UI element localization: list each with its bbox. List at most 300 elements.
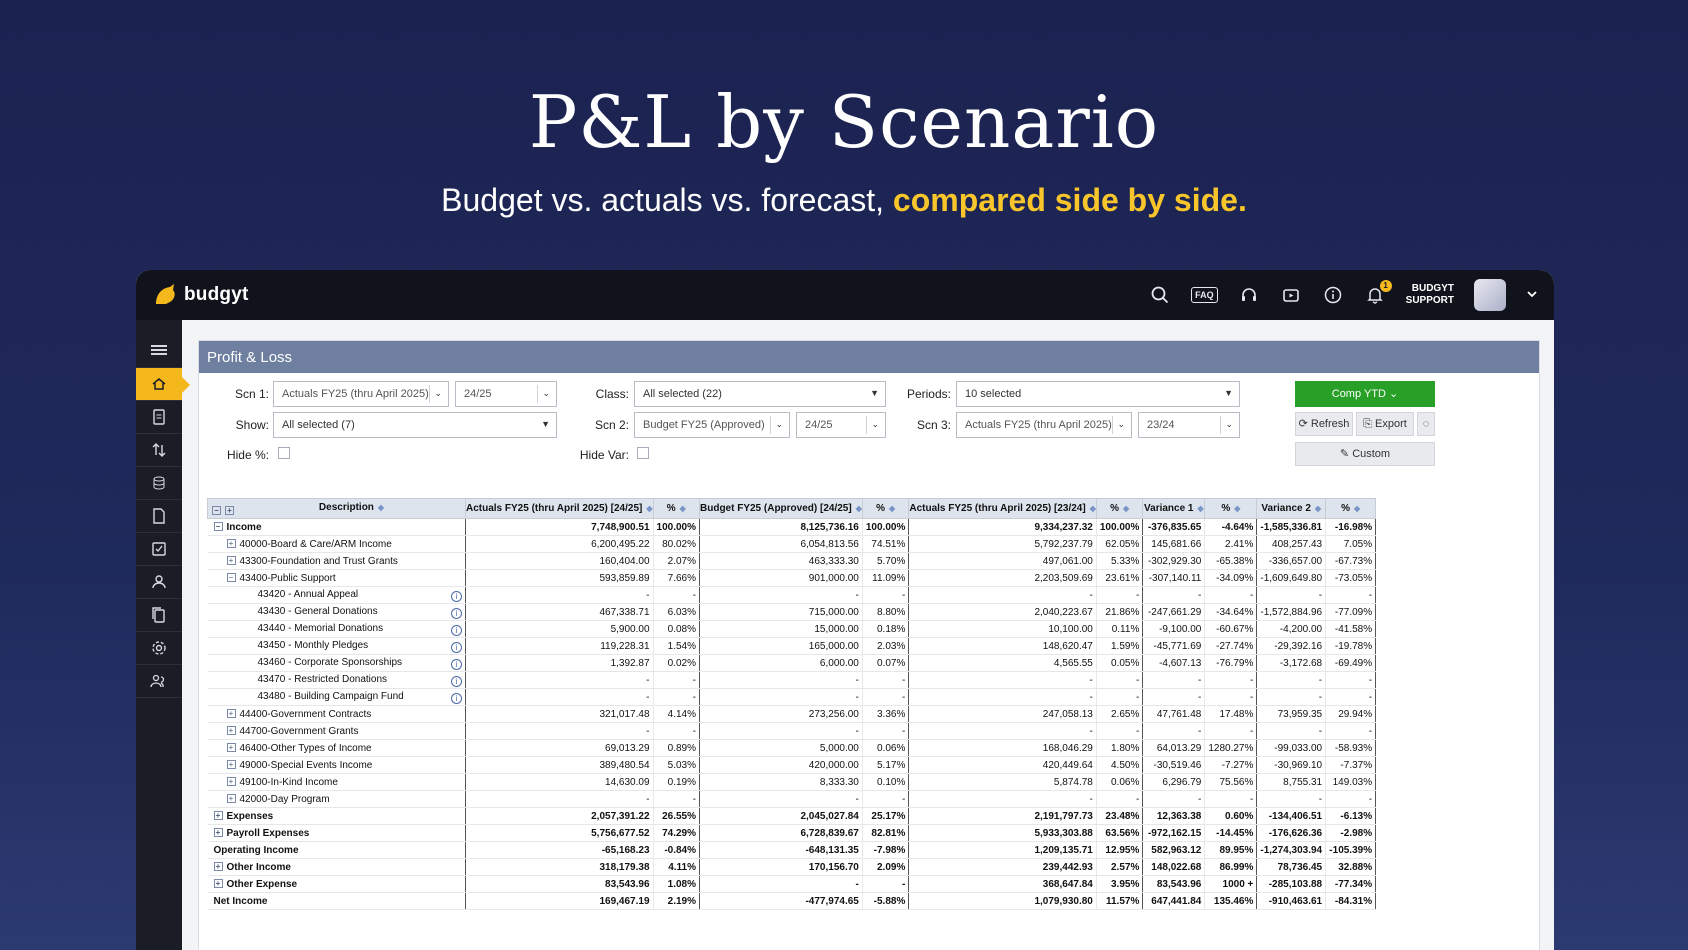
- search-icon[interactable]: [1149, 284, 1171, 306]
- table-cell: -27.74%: [1205, 638, 1257, 655]
- table-cell: -67.73%: [1326, 553, 1376, 570]
- table-cell: 69,013.29: [466, 740, 654, 757]
- table-cell: -: [1205, 791, 1257, 808]
- table-cell: 15,000.00: [700, 621, 863, 638]
- home-icon[interactable]: [136, 368, 182, 401]
- report-icon[interactable]: [136, 500, 182, 533]
- table-header-row: [208, 499, 1376, 519]
- table-cell: -: [653, 672, 699, 689]
- header-label: Budget FY25 (Approved) [24/25]: [700, 503, 852, 514]
- table-cell: 9,334,237.32: [909, 519, 1097, 536]
- table-cell: -: [700, 689, 863, 706]
- scn2-period-select[interactable]: [796, 412, 886, 438]
- video-icon[interactable]: [1280, 284, 1302, 306]
- col-header-variance-1[interactable]: Variance 1 ◆: [1143, 499, 1205, 519]
- table-cell: 1.08%: [653, 876, 699, 893]
- show-value: All selected (7): [282, 419, 355, 431]
- custom-label: Custom: [1352, 448, 1391, 460]
- row-label: 43470 - Restricted Donations: [257, 673, 388, 685]
- hero-title: P&L by Scenario: [528, 80, 1160, 164]
- header-label: %: [1110, 503, 1119, 514]
- row-label: 43450 - Monthly Pledges: [257, 639, 369, 651]
- row-description: [208, 621, 466, 638]
- table-row[interactable]: [208, 689, 1376, 706]
- table-cell: -41.58%: [1326, 621, 1376, 638]
- table-cell: 29.94%: [1326, 706, 1376, 723]
- table-cell: -: [1326, 689, 1376, 706]
- table-cell: 148,620.47: [909, 638, 1097, 655]
- table-cell: -: [653, 791, 699, 808]
- user-icon[interactable]: [136, 566, 182, 599]
- row-label: 43300-Foundation and Trust Grants: [239, 555, 398, 567]
- table-row[interactable]: [208, 757, 1376, 774]
- col-header-pct-3[interactable]: % ◆: [1096, 499, 1142, 519]
- header-label: Actuals FY25 (thru April 2025) [23/24]: [909, 503, 1086, 514]
- table-cell: -: [909, 672, 1097, 689]
- table-cell: 145,681.66: [1143, 536, 1205, 553]
- table-cell: 3.95%: [1096, 876, 1142, 893]
- table-cell: 0.07%: [862, 655, 908, 672]
- expand-icon[interactable]: +: [227, 777, 236, 786]
- table-cell: 160,404.00: [466, 553, 654, 570]
- collapse-all-icon[interactable]: −: [212, 506, 221, 515]
- table-row[interactable]: [208, 570, 1376, 587]
- header-label: %: [876, 503, 885, 514]
- table-cell: 273,256.00: [700, 706, 863, 723]
- col-header-actuals-2324[interactable]: Actuals FY25 (thru April 2025) [23/24] ◆: [909, 499, 1097, 519]
- table-cell: -247,661.29: [1143, 604, 1205, 621]
- hero-subtitle-plain: Budget vs. actuals vs. forecast,: [441, 182, 893, 218]
- export-icon: ⎘: [1363, 418, 1372, 430]
- table-cell: -14.45%: [1205, 825, 1257, 842]
- checklist-icon[interactable]: [136, 533, 182, 566]
- table-cell: 2.19%: [653, 893, 699, 910]
- expand-all-icon[interactable]: +: [225, 506, 234, 515]
- export-button[interactable]: [1356, 412, 1414, 436]
- row-description: [208, 672, 466, 689]
- table-cell: 318,179.38: [466, 859, 654, 876]
- chevron-down-icon: ⌄: [542, 388, 550, 398]
- periods-value: 10 selected: [965, 388, 1022, 400]
- hero-subtitle-highlight: compared side by side.: [892, 182, 1247, 218]
- table-cell: -1,585,336.81: [1257, 519, 1326, 536]
- table-cell: -4,200.00: [1257, 621, 1326, 638]
- avatar[interactable]: [1474, 279, 1506, 311]
- table-row[interactable]: [208, 859, 1376, 876]
- table-row[interactable]: [208, 604, 1376, 621]
- row-label: Other Income: [226, 861, 291, 873]
- table-cell: 2.03%: [862, 638, 908, 655]
- table-cell: -0.84%: [653, 842, 699, 859]
- table-cell: 7.66%: [653, 570, 699, 587]
- table-cell: 83,543.96: [466, 876, 654, 893]
- row-label: 49000-Special Events Income: [239, 759, 373, 771]
- scn1-select[interactable]: [273, 381, 449, 407]
- table-cell: -: [862, 876, 908, 893]
- col-header-budget-2425[interactable]: Budget FY25 (Approved) [24/25] ◆: [700, 499, 863, 519]
- col-header-pct-4[interactable]: % ◆: [1205, 499, 1257, 519]
- row-label: Operating Income: [213, 844, 299, 856]
- panel-title: Profit & Loss: [199, 341, 1539, 373]
- table-cell: 4.50%: [1096, 757, 1142, 774]
- expand-icon[interactable]: +: [227, 743, 236, 752]
- table-cell: -: [909, 587, 1097, 604]
- table-row[interactable]: [208, 876, 1376, 893]
- info-icon[interactable]: i: [451, 693, 462, 704]
- table-cell: 100.00%: [862, 519, 908, 536]
- table-cell: 420,000.00: [700, 757, 863, 774]
- row-description: [208, 740, 466, 757]
- table-row[interactable]: [208, 621, 1376, 638]
- table-row[interactable]: [208, 655, 1376, 672]
- bell-icon[interactable]: [1364, 281, 1388, 306]
- table-cell: -307,140.11: [1143, 570, 1205, 587]
- row-label: 42000-Day Program: [239, 793, 330, 805]
- scn3-select[interactable]: [956, 412, 1132, 438]
- table-cell: 83,543.96: [1143, 876, 1205, 893]
- table-cell: 2,045,027.84: [700, 808, 863, 825]
- table-cell: -84.31%: [1326, 893, 1376, 910]
- table-cell: -: [700, 723, 863, 740]
- expand-icon[interactable]: +: [214, 828, 223, 837]
- table-cell: -: [1257, 791, 1326, 808]
- table-cell: 11.57%: [1096, 893, 1142, 910]
- col-header-pct-1[interactable]: % ◆: [653, 499, 699, 519]
- table-cell: 4,565.55: [909, 655, 1097, 672]
- expand-icon[interactable]: +: [227, 556, 236, 565]
- table-cell: -: [466, 689, 654, 706]
- table-cell: -: [909, 791, 1097, 808]
- table-cell: -2.98%: [1326, 825, 1376, 842]
- table-cell: 582,963.12: [1143, 842, 1205, 859]
- table-cell: -9,100.00: [1143, 621, 1205, 638]
- document-icon[interactable]: [136, 401, 182, 434]
- table-cell: -134,406.51: [1257, 808, 1326, 825]
- table-cell: 6,054,813.56: [700, 536, 863, 553]
- table-cell: 21.86%: [1096, 604, 1142, 621]
- table-cell: -: [1205, 672, 1257, 689]
- class-select[interactable]: [634, 381, 886, 407]
- table-cell: -: [1096, 791, 1142, 808]
- table-cell: -30,969.10: [1257, 757, 1326, 774]
- copy-document-icon[interactable]: [136, 599, 182, 632]
- table-cell: -: [1143, 689, 1205, 706]
- col-header-actuals-2425[interactable]: Actuals FY25 (thru April 2025) [24/25] ◆: [466, 499, 654, 519]
- table-cell: -: [909, 689, 1097, 706]
- row-description: [208, 791, 466, 808]
- table-cell: 0.02%: [653, 655, 699, 672]
- row-description: [208, 587, 466, 604]
- table-cell: 148,022.68: [1143, 859, 1205, 876]
- faq-button[interactable]: FAQ: [1191, 287, 1218, 303]
- table-row[interactable]: [208, 638, 1376, 655]
- table-cell: -: [1326, 587, 1376, 604]
- info-icon[interactable]: i: [451, 676, 462, 687]
- table-cell: -5.88%: [862, 893, 908, 910]
- table-cell: 119,228.31: [466, 638, 654, 655]
- chevron-down-icon: ⌄: [775, 419, 783, 429]
- table-cell: 10,100.00: [909, 621, 1097, 638]
- info-icon[interactable]: i: [451, 591, 462, 602]
- table-cell: -73.05%: [1326, 570, 1376, 587]
- table-cell: 3.36%: [862, 706, 908, 723]
- main-content: [182, 320, 1554, 950]
- table-cell: -30,519.46: [1143, 757, 1205, 774]
- headset-icon[interactable]: [1238, 284, 1260, 306]
- table-cell: -: [862, 672, 908, 689]
- row-label: 43440 - Memorial Donations: [257, 622, 384, 634]
- table-cell: 75.56%: [1205, 774, 1257, 791]
- table-cell: 47,761.48: [1143, 706, 1205, 723]
- chevron-down-icon[interactable]: [1526, 287, 1538, 303]
- row-description: [208, 689, 466, 706]
- user-name[interactable]: [1406, 283, 1454, 307]
- row-description: [208, 808, 466, 825]
- table-cell: 78,736.45: [1257, 859, 1326, 876]
- table-cell: -: [1143, 672, 1205, 689]
- hide-pct-checkbox[interactable]: [278, 447, 290, 459]
- table-row[interactable]: [208, 893, 1376, 910]
- table-cell: -648,131.35: [700, 842, 863, 859]
- table-cell: 0.89%: [653, 740, 699, 757]
- table-cell: 389,480.54: [466, 757, 654, 774]
- user-name-line1: BUDGYT: [1411, 283, 1454, 294]
- table-cell: 1,079,930.80: [909, 893, 1097, 910]
- table-cell: -: [1326, 791, 1376, 808]
- filter-area: [199, 373, 1539, 499]
- table-row[interactable]: [208, 553, 1376, 570]
- hide-var-checkbox[interactable]: [637, 447, 649, 459]
- table-cell: 100.00%: [653, 519, 699, 536]
- transfer-icon[interactable]: [136, 434, 182, 467]
- hide-pct-label: Hide %:: [226, 448, 269, 462]
- logo[interactable]: [152, 282, 249, 308]
- table-cell: -: [1096, 689, 1142, 706]
- row-description: [208, 536, 466, 553]
- table-cell: 64,013.29: [1143, 740, 1205, 757]
- sidebar: [136, 320, 182, 950]
- table-cell: 1,392.87: [466, 655, 654, 672]
- hide-var-label: Hide Var:: [579, 448, 629, 462]
- table-cell: 5,000.00: [700, 740, 863, 757]
- caret-down-icon: ▼: [1224, 388, 1233, 398]
- table-cell: 0.08%: [653, 621, 699, 638]
- table-cell: 86.99%: [1205, 859, 1257, 876]
- info-icon[interactable]: i: [451, 608, 462, 619]
- table-cell: -1,572,884.96: [1257, 604, 1326, 621]
- show-select[interactable]: [273, 412, 557, 438]
- info-icon[interactable]: i: [451, 659, 462, 670]
- table-cell: -376,835.65: [1143, 519, 1205, 536]
- table-cell: -: [466, 587, 654, 604]
- info-icon[interactable]: [1322, 284, 1344, 306]
- expand-icon[interactable]: +: [214, 879, 223, 888]
- table-cell: 32.88%: [1326, 859, 1376, 876]
- table-cell: 6.03%: [653, 604, 699, 621]
- table-cell: 0.60%: [1205, 808, 1257, 825]
- pl-table: [207, 498, 1376, 910]
- row-label: 43480 - Building Campaign Fund: [257, 690, 404, 702]
- table-cell: 5.33%: [1096, 553, 1142, 570]
- table-cell: -: [466, 723, 654, 740]
- table-cell: 715,000.00: [700, 604, 863, 621]
- table-cell: -: [1096, 672, 1142, 689]
- table-cell: -: [1143, 723, 1205, 740]
- row-description: [208, 519, 466, 536]
- table-cell: -60.67%: [1205, 621, 1257, 638]
- table-cell: -: [1096, 723, 1142, 740]
- table-cell: -34.09%: [1205, 570, 1257, 587]
- expand-icon[interactable]: +: [227, 726, 236, 735]
- table-cell: -7.27%: [1205, 757, 1257, 774]
- table-cell: -7.98%: [862, 842, 908, 859]
- table-cell: 82.81%: [862, 825, 908, 842]
- info-icon[interactable]: i: [451, 642, 462, 653]
- expand-icon[interactable]: +: [227, 539, 236, 548]
- table-cell: 149.03%: [1326, 774, 1376, 791]
- table-cell: -65,168.23: [466, 842, 654, 859]
- table-cell: -1,274,303.94: [1257, 842, 1326, 859]
- expand-icon[interactable]: +: [227, 794, 236, 803]
- table-cell: 1,209,135.71: [909, 842, 1097, 859]
- col-header-pct-2[interactable]: % ◆: [862, 499, 908, 519]
- table-cell: -76.79%: [1205, 655, 1257, 672]
- table-cell: 12.95%: [1096, 842, 1142, 859]
- expand-icon[interactable]: +: [214, 811, 223, 820]
- table-cell: -: [1143, 587, 1205, 604]
- table-cell: 5.03%: [653, 757, 699, 774]
- table-row[interactable]: [208, 808, 1376, 825]
- row-description: [208, 655, 466, 672]
- row-description: [208, 570, 466, 587]
- table-cell: 2,203,509.69: [909, 570, 1097, 587]
- table-cell: -: [1326, 723, 1376, 740]
- expand-icon[interactable]: +: [214, 862, 223, 871]
- table-cell: 63.56%: [1096, 825, 1142, 842]
- table-cell: -: [862, 587, 908, 604]
- col-header-pct-5[interactable]: % ◆: [1326, 499, 1376, 519]
- scn2-select[interactable]: [634, 412, 790, 438]
- table-cell: -7.37%: [1326, 757, 1376, 774]
- table-cell: 368,647.84: [909, 876, 1097, 893]
- table-cell: 4.11%: [653, 859, 699, 876]
- info-icon[interactable]: i: [451, 625, 462, 636]
- table-cell: 12,363.38: [1143, 808, 1205, 825]
- header-label: %: [666, 503, 676, 514]
- scn3-period-select[interactable]: [1138, 412, 1240, 438]
- scn2-label: Scn 2:: [594, 418, 629, 432]
- top-icons: [1149, 279, 1538, 311]
- table-row[interactable]: [208, 706, 1376, 723]
- custom-button[interactable]: [1295, 442, 1435, 466]
- table-row[interactable]: [208, 587, 1376, 604]
- table-row[interactable]: [208, 791, 1376, 808]
- table-cell: -336,657.00: [1257, 553, 1326, 570]
- row-description: [208, 876, 466, 893]
- table-cell: -69.49%: [1326, 655, 1376, 672]
- table-cell: 0.06%: [862, 740, 908, 757]
- refresh-button[interactable]: [1295, 412, 1353, 436]
- top-bar: [136, 270, 1554, 320]
- table-cell: -: [1205, 689, 1257, 706]
- users-icon[interactable]: [136, 665, 182, 698]
- periods-select[interactable]: [956, 381, 1240, 407]
- scn3-value: Actuals FY25 (thru April 2025): [965, 419, 1112, 431]
- row-label: Income: [226, 521, 262, 533]
- header-label: Variance 2: [1261, 503, 1311, 514]
- comment-button[interactable]: [1417, 412, 1435, 436]
- table-cell: -: [1143, 791, 1205, 808]
- table-cell: -: [1257, 587, 1326, 604]
- row-description: [208, 893, 466, 910]
- hero-subtitle: [0, 182, 1688, 219]
- user-name-line2: SUPPORT: [1405, 295, 1454, 306]
- row-label: Payroll Expenses: [226, 827, 310, 839]
- table-cell: -6.13%: [1326, 808, 1376, 825]
- table-cell: 1.59%: [1096, 638, 1142, 655]
- table-cell: 5.17%: [862, 757, 908, 774]
- table-cell: 135.46%: [1205, 893, 1257, 910]
- table-cell: -: [653, 689, 699, 706]
- col-header-description[interactable]: − + Description ◆: [208, 499, 466, 519]
- expand-icon[interactable]: +: [227, 709, 236, 718]
- collapse-icon[interactable]: −: [214, 522, 223, 531]
- header-label: %: [1221, 503, 1231, 514]
- table-row[interactable]: [208, 519, 1376, 536]
- row-description: [208, 774, 466, 791]
- table-row[interactable]: [208, 740, 1376, 757]
- col-header-variance-2[interactable]: Variance 2 ◆: [1257, 499, 1326, 519]
- table-cell: -176,626.36: [1257, 825, 1326, 842]
- header-label: %: [1341, 503, 1350, 514]
- coins-icon[interactable]: [136, 467, 182, 500]
- hamburger-menu-icon[interactable]: [136, 332, 182, 368]
- scn1-period-select[interactable]: [455, 381, 557, 407]
- table-cell: 23.61%: [1096, 570, 1142, 587]
- table-cell: 6,728,839.67: [700, 825, 863, 842]
- refresh-icon: ⟳: [1298, 418, 1308, 430]
- table-cell: 5,874.78: [909, 774, 1097, 791]
- table-cell: 14,630.09: [466, 774, 654, 791]
- table-row[interactable]: [208, 825, 1376, 842]
- expand-icon[interactable]: +: [227, 760, 236, 769]
- settings-icon[interactable]: [136, 632, 182, 665]
- table-cell: 593,859.89: [466, 570, 654, 587]
- row-label: 44700-Government Grants: [239, 725, 359, 737]
- table-cell: 2.65%: [1096, 706, 1142, 723]
- table-cell: -34.64%: [1205, 604, 1257, 621]
- chevron-down-icon: ⌄: [1389, 388, 1399, 400]
- table-row[interactable]: [208, 842, 1376, 859]
- table-row[interactable]: [208, 723, 1376, 740]
- table-cell: 0.19%: [653, 774, 699, 791]
- row-label: 40000-Board & Care/ARM Income: [239, 538, 392, 550]
- table-row[interactable]: [208, 536, 1376, 553]
- table-cell: -: [700, 791, 863, 808]
- app-window: [136, 270, 1554, 950]
- row-description: [208, 604, 466, 621]
- table-cell: -302,929.30: [1143, 553, 1205, 570]
- row-description: [208, 859, 466, 876]
- row-description: [208, 723, 466, 740]
- table-row[interactable]: [208, 672, 1376, 689]
- table-cell: 2,191,797.73: [909, 808, 1097, 825]
- collapse-icon[interactable]: −: [227, 573, 236, 582]
- table-cell: -77.09%: [1326, 604, 1376, 621]
- table-cell: -77.34%: [1326, 876, 1376, 893]
- comp-ytd-button[interactable]: [1295, 381, 1435, 407]
- table-row[interactable]: [208, 774, 1376, 791]
